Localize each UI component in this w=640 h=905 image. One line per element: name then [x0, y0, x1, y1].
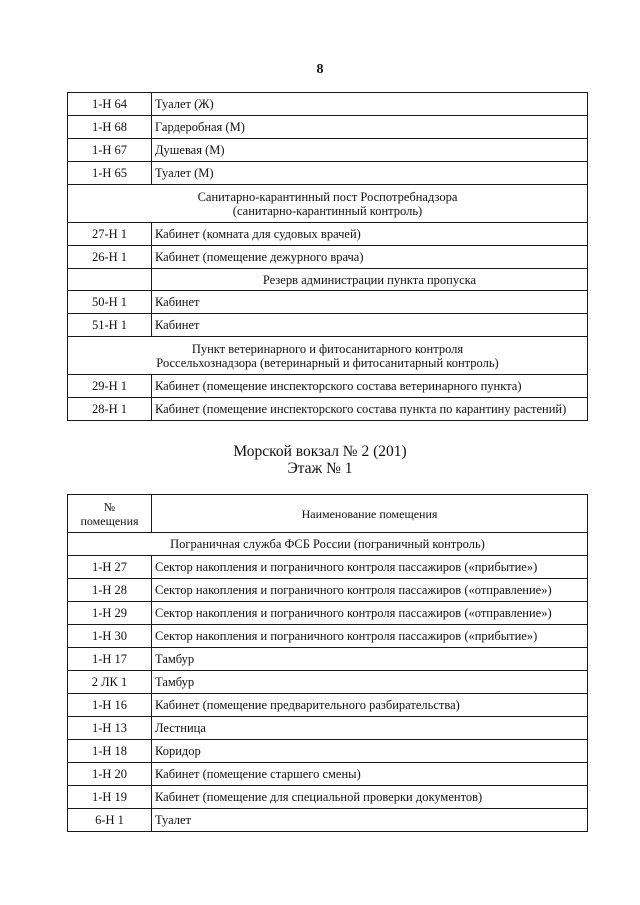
room-name: Туалет (М)	[152, 162, 588, 185]
table-row	[68, 139, 588, 162]
table-row	[68, 556, 588, 579]
room-number: 1-Н 68	[68, 116, 152, 139]
room-number: 2 ЛК 1	[68, 671, 152, 694]
table-row	[68, 398, 588, 421]
room-name: Коридор	[152, 740, 588, 763]
room-number: 26-Н 1	[68, 246, 152, 269]
section-row	[68, 269, 588, 291]
room-number: 29-Н 1	[68, 375, 152, 398]
table-row	[68, 717, 588, 740]
room-number: 50-Н 1	[68, 291, 152, 314]
table-row	[68, 291, 588, 314]
room-number: 51-Н 1	[68, 314, 152, 337]
room-name: Кабинет	[152, 291, 588, 314]
table-row	[68, 786, 588, 809]
room-number: 1-Н 16	[68, 694, 152, 717]
table-row	[68, 162, 588, 185]
table-row	[68, 648, 588, 671]
column-header-number	[68, 495, 152, 533]
page-number: 8	[316, 62, 324, 77]
section-row	[68, 337, 588, 375]
room-number: 1-Н 18	[68, 740, 152, 763]
section-heading: Резерв администрации пункта пропуска	[152, 269, 588, 291]
table-row	[68, 625, 588, 648]
floor-title: Этаж № 1	[287, 460, 353, 477]
section-row	[68, 185, 588, 223]
room-number: 1-Н 65	[68, 162, 152, 185]
room-number: 1-Н 27	[68, 556, 152, 579]
room-name: Кабинет (помещение инспекторского состава пункта по карантину растений)	[152, 398, 588, 421]
room-name: Кабинет (помещение для специальной проверки документов)	[152, 786, 588, 809]
room-name: Кабинет	[152, 314, 588, 337]
table-row	[68, 246, 588, 269]
room-name: Кабинет (помещение инспекторского состава ветеринарного пункта)	[152, 375, 588, 398]
room-name: Туалет	[152, 809, 588, 832]
room-name: Сектор накопления и пограничного контроля пассажиров («отправление»)	[152, 579, 588, 602]
room-name: Сектор накопления и пограничного контроля пассажиров («прибытие»)	[152, 625, 588, 648]
table-header-row	[68, 495, 588, 533]
empty-cell	[68, 269, 152, 291]
table-row	[68, 740, 588, 763]
room-name: Тамбур	[152, 648, 588, 671]
table-row	[68, 694, 588, 717]
table-row	[68, 579, 588, 602]
table-row	[68, 671, 588, 694]
table-row	[68, 93, 588, 116]
room-number: 1-Н 30	[68, 625, 152, 648]
section-row	[68, 533, 588, 556]
column-header-name: Наименование помещения	[152, 495, 588, 533]
rooms-table-1	[67, 92, 588, 421]
room-name: Тамбур	[152, 671, 588, 694]
section-heading-line: Санитарно-карантинный пост Роспотребнадзора	[197, 189, 458, 204]
building-title: Морской вокзал № 2 (201)	[233, 443, 407, 460]
table-row	[68, 314, 588, 337]
section-heading: Пограничная служба ФСБ России (пограничный контроль)	[68, 533, 588, 556]
section-heading-line: Пункт ветеринарного и фитосанитарного контроля	[191, 341, 464, 356]
room-number: 1-Н 64	[68, 93, 152, 116]
room-name: Лестница	[152, 717, 588, 740]
room-number: 1-Н 29	[68, 602, 152, 625]
room-number: 1-Н 67	[68, 139, 152, 162]
room-number: 6-Н 1	[68, 809, 152, 832]
room-name: Кабинет (комната для судовых врачей)	[152, 223, 588, 246]
section-heading	[68, 337, 588, 375]
section-heading-line: Россельхознадзора (ветеринарный и фитосанитарный контроль)	[156, 355, 499, 370]
room-name: Сектор накопления и пограничного контроля пассажиров («отправление»)	[152, 602, 588, 625]
table-row	[68, 809, 588, 832]
section-heading-line: (санитарно-карантинный контроль)	[232, 203, 423, 218]
header-line: №	[103, 499, 116, 514]
section-heading	[68, 185, 588, 223]
table-row	[68, 375, 588, 398]
room-number: 1-Н 13	[68, 717, 152, 740]
table-row	[68, 116, 588, 139]
room-number: 28-Н 1	[68, 398, 152, 421]
table-row	[68, 602, 588, 625]
room-name: Кабинет (помещение старшего смены)	[152, 763, 588, 786]
room-number: 1-Н 28	[68, 579, 152, 602]
room-number: 1-Н 17	[68, 648, 152, 671]
header-line: помещения	[80, 513, 139, 528]
room-name: Туалет (Ж)	[152, 93, 588, 116]
table-row	[68, 763, 588, 786]
room-number: 1-Н 20	[68, 763, 152, 786]
room-number: 1-Н 19	[68, 786, 152, 809]
room-number: 27-Н 1	[68, 223, 152, 246]
room-name: Кабинет (помещение дежурного врача)	[152, 246, 588, 269]
room-name: Гардеробная (М)	[152, 116, 588, 139]
room-name: Кабинет (помещение предварительного разбирательства)	[152, 694, 588, 717]
rooms-table-2	[67, 494, 588, 832]
room-name: Душевая (М)	[152, 139, 588, 162]
table-row	[68, 223, 588, 246]
room-name: Сектор накопления и пограничного контроля пассажиров («прибытие»)	[152, 556, 588, 579]
